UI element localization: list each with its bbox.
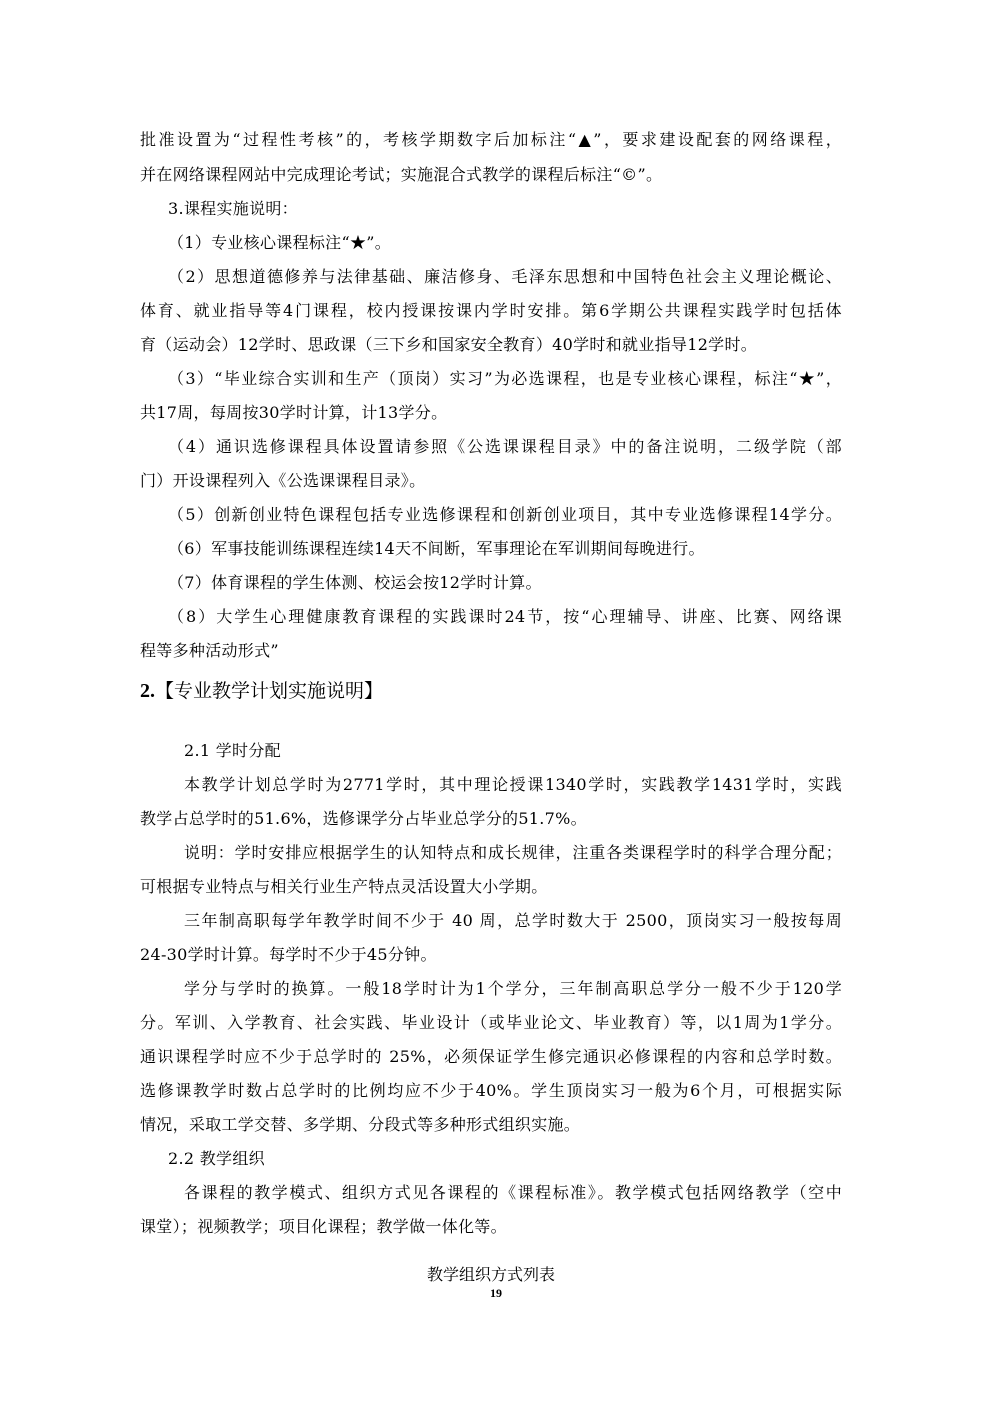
paragraph-line: 育（运动会）12学时、思政课（三下乡和国家安全教育）40学时和就业指导12学时。	[140, 335, 758, 354]
paragraph-line: 并在网络课程网站中完成理论考试；实施混合式教学的课程后标注“©”。	[140, 165, 663, 184]
list-item: （1）专业核心课程标注“★”。	[168, 233, 392, 252]
paragraph-line: 程等多种活动形式”	[140, 641, 279, 660]
list-item: （5）创新创业特色课程包括专业选修课程和创新创业项目，其中专业选修课程14学分。	[168, 505, 842, 524]
paragraph-line: 说明：学时安排应根据学生的认知特点和成长规律，注重各类课程学时的科学合理分配；	[184, 843, 842, 862]
paragraph-line: 选修课教学时数占总学时的比例均应不少于40%。学生顶岗实习一般为6个月，可根据实际	[140, 1081, 842, 1100]
list-item: （6）军事技能训练课程连续14天不间断，军事理论在军训期间每晚进行。	[168, 539, 705, 558]
list-item: （8）大学生心理健康教育课程的实践课时24节，按“心理辅导、讲座、比赛、网络课	[168, 607, 842, 626]
paragraph-line: 通识课程学时应不少于总学时的 25%，必须保证学生修完通识必修课程的内容和总学时数。	[140, 1047, 842, 1066]
paragraph-line: 情况，采取工学交替、多学期、分段式等多种形式组织实施。	[140, 1115, 581, 1134]
section-title: 【专业教学计划实施说明】	[155, 680, 384, 702]
paragraph-line: 教学占总学时的51.6%，选修课学分占毕业总学分的51.7%。	[140, 809, 587, 828]
paragraph-line: 共17周，每周按30学时计算，计13学分。	[140, 403, 448, 422]
list-item: （4）通识选修课程具体设置请参照《公选课课程目录》中的备注说明，二级学院（部	[168, 437, 842, 456]
section-number: 2.	[140, 680, 155, 702]
list-item: （2）思想道德修养与法律基础、廉洁修身、毛泽东思想和中国特色社会主义理论概论、	[168, 267, 842, 286]
table-caption: 教学组织方式列表	[426, 1265, 555, 1284]
subsection-title: 2.1 学时分配	[184, 741, 281, 760]
list-item: （7）体育课程的学生体测、校运会按12学时计算。	[168, 573, 542, 592]
page-number: 19	[490, 1286, 502, 1300]
list-item: （3）“毕业综合实训和生产（顶岗）实习”为必选课程，也是专业核心课程，标注“★”，	[168, 369, 842, 388]
paragraph-line: 可根据专业特点与相关行业生产特点灵活设置大小学期。	[140, 877, 548, 896]
subsection-title: 3.课程实施说明：	[168, 199, 298, 218]
paragraph-line: 门）开设课程列入《公选课课程目录》。	[140, 471, 426, 490]
paragraph-line: 各课程的教学模式、组织方式见各课程的《课程标准》。教学模式包括网络教学（空中	[184, 1183, 842, 1202]
paragraph-line: 本教学计划总学时为2771学时，其中理论授课1340学时，实践教学1431学时，实践	[184, 775, 842, 794]
paragraph-line: 批准设置为“过程性考核”的，考核学期数字后加标注“▲”，要求建设配套的网络课程，	[140, 130, 842, 149]
section-heading	[140, 674, 383, 708]
subsection-title: 2.2 教学组织	[168, 1149, 265, 1168]
paragraph-line: 体育、就业指导等4门课程，校内授课按课内学时安排。第6学期公共课程实践学时包括体	[140, 301, 842, 320]
paragraph-line: 课堂）；视频教学；项目化课程；教学做一体化等。	[140, 1217, 507, 1236]
paragraph-line: 三年制高职每学年教学时间不少于 40 周，总学时数大于 2500，顶岗实习一般按每周	[184, 911, 842, 930]
paragraph-line: 24-30学时计算。每学时不少于45分钟。	[140, 945, 437, 964]
paragraph-line: 分。军训、入学教育、社会实践、毕业设计（或毕业论文、毕业教育）等，以1周为1学分。	[140, 1013, 842, 1032]
paragraph-line: 学分与学时的换算。一般18学时计为1个学分，三年制高职总学分一般不少于120学	[184, 979, 842, 998]
